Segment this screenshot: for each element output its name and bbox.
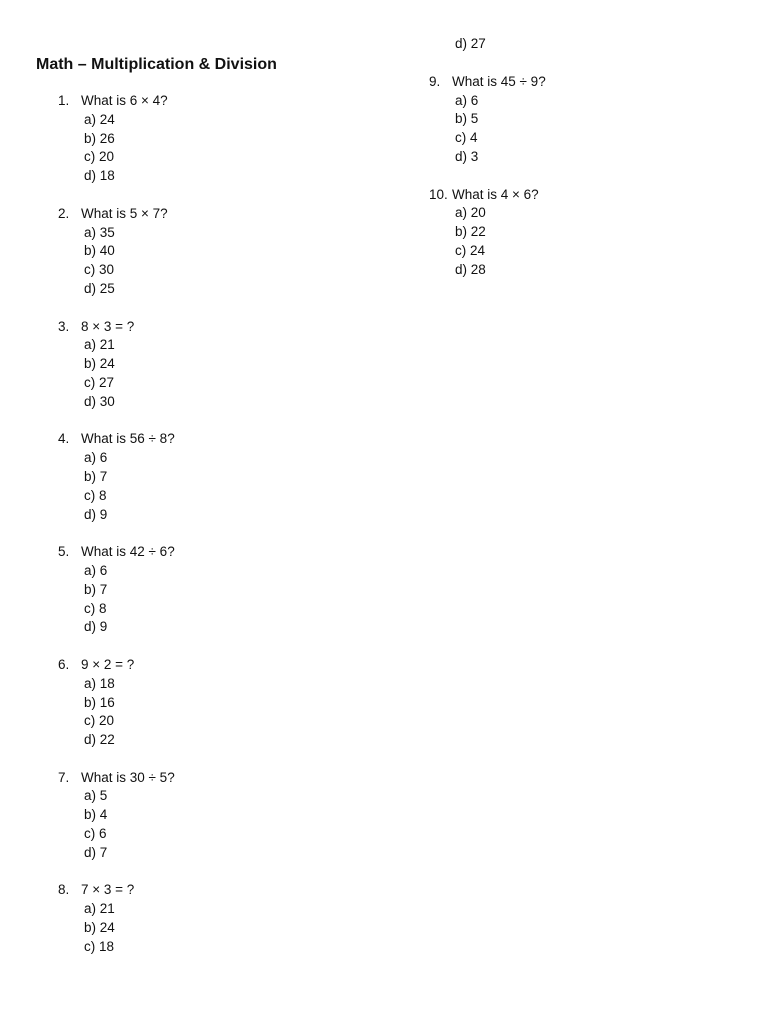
answer-option: d) 7	[84, 844, 108, 860]
question-text: What is 42 ÷ 6?	[81, 544, 175, 560]
answer-option: b) 24	[84, 920, 115, 936]
question-text: What is 6 × 4?	[81, 93, 168, 108]
question-3	[58, 318, 388, 412]
question-number: 2.	[58, 205, 70, 221]
answer-option: d) 9	[84, 506, 108, 522]
question-7	[58, 769, 388, 863]
question-4	[58, 430, 388, 524]
answer-option: b) 5	[455, 111, 479, 127]
question-2	[58, 205, 388, 299]
question-number: 5.	[58, 544, 70, 560]
answer-option: a) 20	[455, 205, 486, 221]
answer-option: c) 8	[84, 487, 107, 503]
answer-option: b) 26	[84, 130, 115, 146]
answer-option: c) 24	[455, 242, 486, 258]
question-number: 4.	[58, 431, 70, 447]
question-text: What is 30 ÷ 5?	[81, 769, 175, 785]
answer-option: b) 16	[84, 694, 115, 710]
answer-option: c) 30	[84, 262, 115, 278]
answer-option: c) 18	[84, 938, 115, 954]
question-text: What is 4 × 6?	[452, 186, 539, 202]
question-number: 7.	[58, 769, 70, 785]
question-text: What is 5 × 7?	[81, 205, 168, 221]
answer-option: a) 24	[84, 111, 115, 127]
answer-option: c) 4	[455, 130, 478, 146]
answer-option: a) 5	[84, 788, 108, 804]
question-9	[429, 73, 749, 167]
question-8-continued	[429, 35, 749, 54]
answer-option: b) 4	[84, 807, 108, 823]
answer-option: a) 35	[84, 224, 115, 240]
answer-option: b) 7	[84, 468, 108, 484]
answer-option: a) 6	[84, 450, 108, 466]
answer-option: a) 21	[84, 901, 115, 917]
question-number: 8.	[58, 882, 70, 898]
answer-option: b) 22	[455, 224, 486, 240]
question-text: 8 × 3 = ?	[81, 318, 135, 334]
question-5	[58, 543, 388, 637]
answer-option: a) 18	[84, 675, 115, 691]
answer-option: a) 6	[455, 92, 479, 108]
answer-option: d) 27	[455, 36, 486, 51]
answer-option: a) 21	[84, 337, 115, 353]
question-text: What is 56 ÷ 8?	[81, 431, 175, 447]
answer-option: d) 28	[455, 261, 486, 277]
answer-option: a) 6	[84, 562, 108, 578]
question-number: 1.	[58, 93, 70, 108]
answer-option: c) 6	[84, 826, 107, 842]
question-text: What is 45 ÷ 9?	[452, 73, 546, 89]
answer-option: b) 7	[84, 581, 108, 597]
answer-option: d) 22	[84, 732, 115, 748]
question-6	[58, 656, 388, 750]
question-text: 7 × 3 = ?	[81, 882, 135, 898]
left-column	[58, 92, 388, 975]
answer-option: d) 18	[84, 168, 115, 184]
right-column	[429, 35, 749, 298]
question-number: 9.	[429, 73, 441, 89]
question-number: 10.	[429, 186, 448, 202]
question-1	[58, 92, 388, 186]
answer-option: c) 8	[84, 600, 107, 616]
answer-option: d) 30	[84, 393, 115, 409]
answer-option: c) 20	[84, 149, 115, 165]
question-text: 9 × 2 = ?	[81, 656, 135, 672]
answer-option: c) 27	[84, 374, 115, 390]
page-title: Math – Multiplication & Division	[36, 56, 277, 73]
answer-option: d) 9	[84, 619, 108, 635]
question-10	[429, 186, 749, 280]
answer-option: d) 25	[84, 280, 115, 296]
question-number: 3.	[58, 318, 70, 334]
question-8	[58, 881, 388, 956]
answer-option: c) 20	[84, 713, 115, 729]
answer-option: d) 3	[455, 148, 479, 164]
answer-option: b) 40	[84, 243, 115, 259]
answer-option: b) 24	[84, 356, 115, 372]
question-number: 6.	[58, 656, 70, 672]
